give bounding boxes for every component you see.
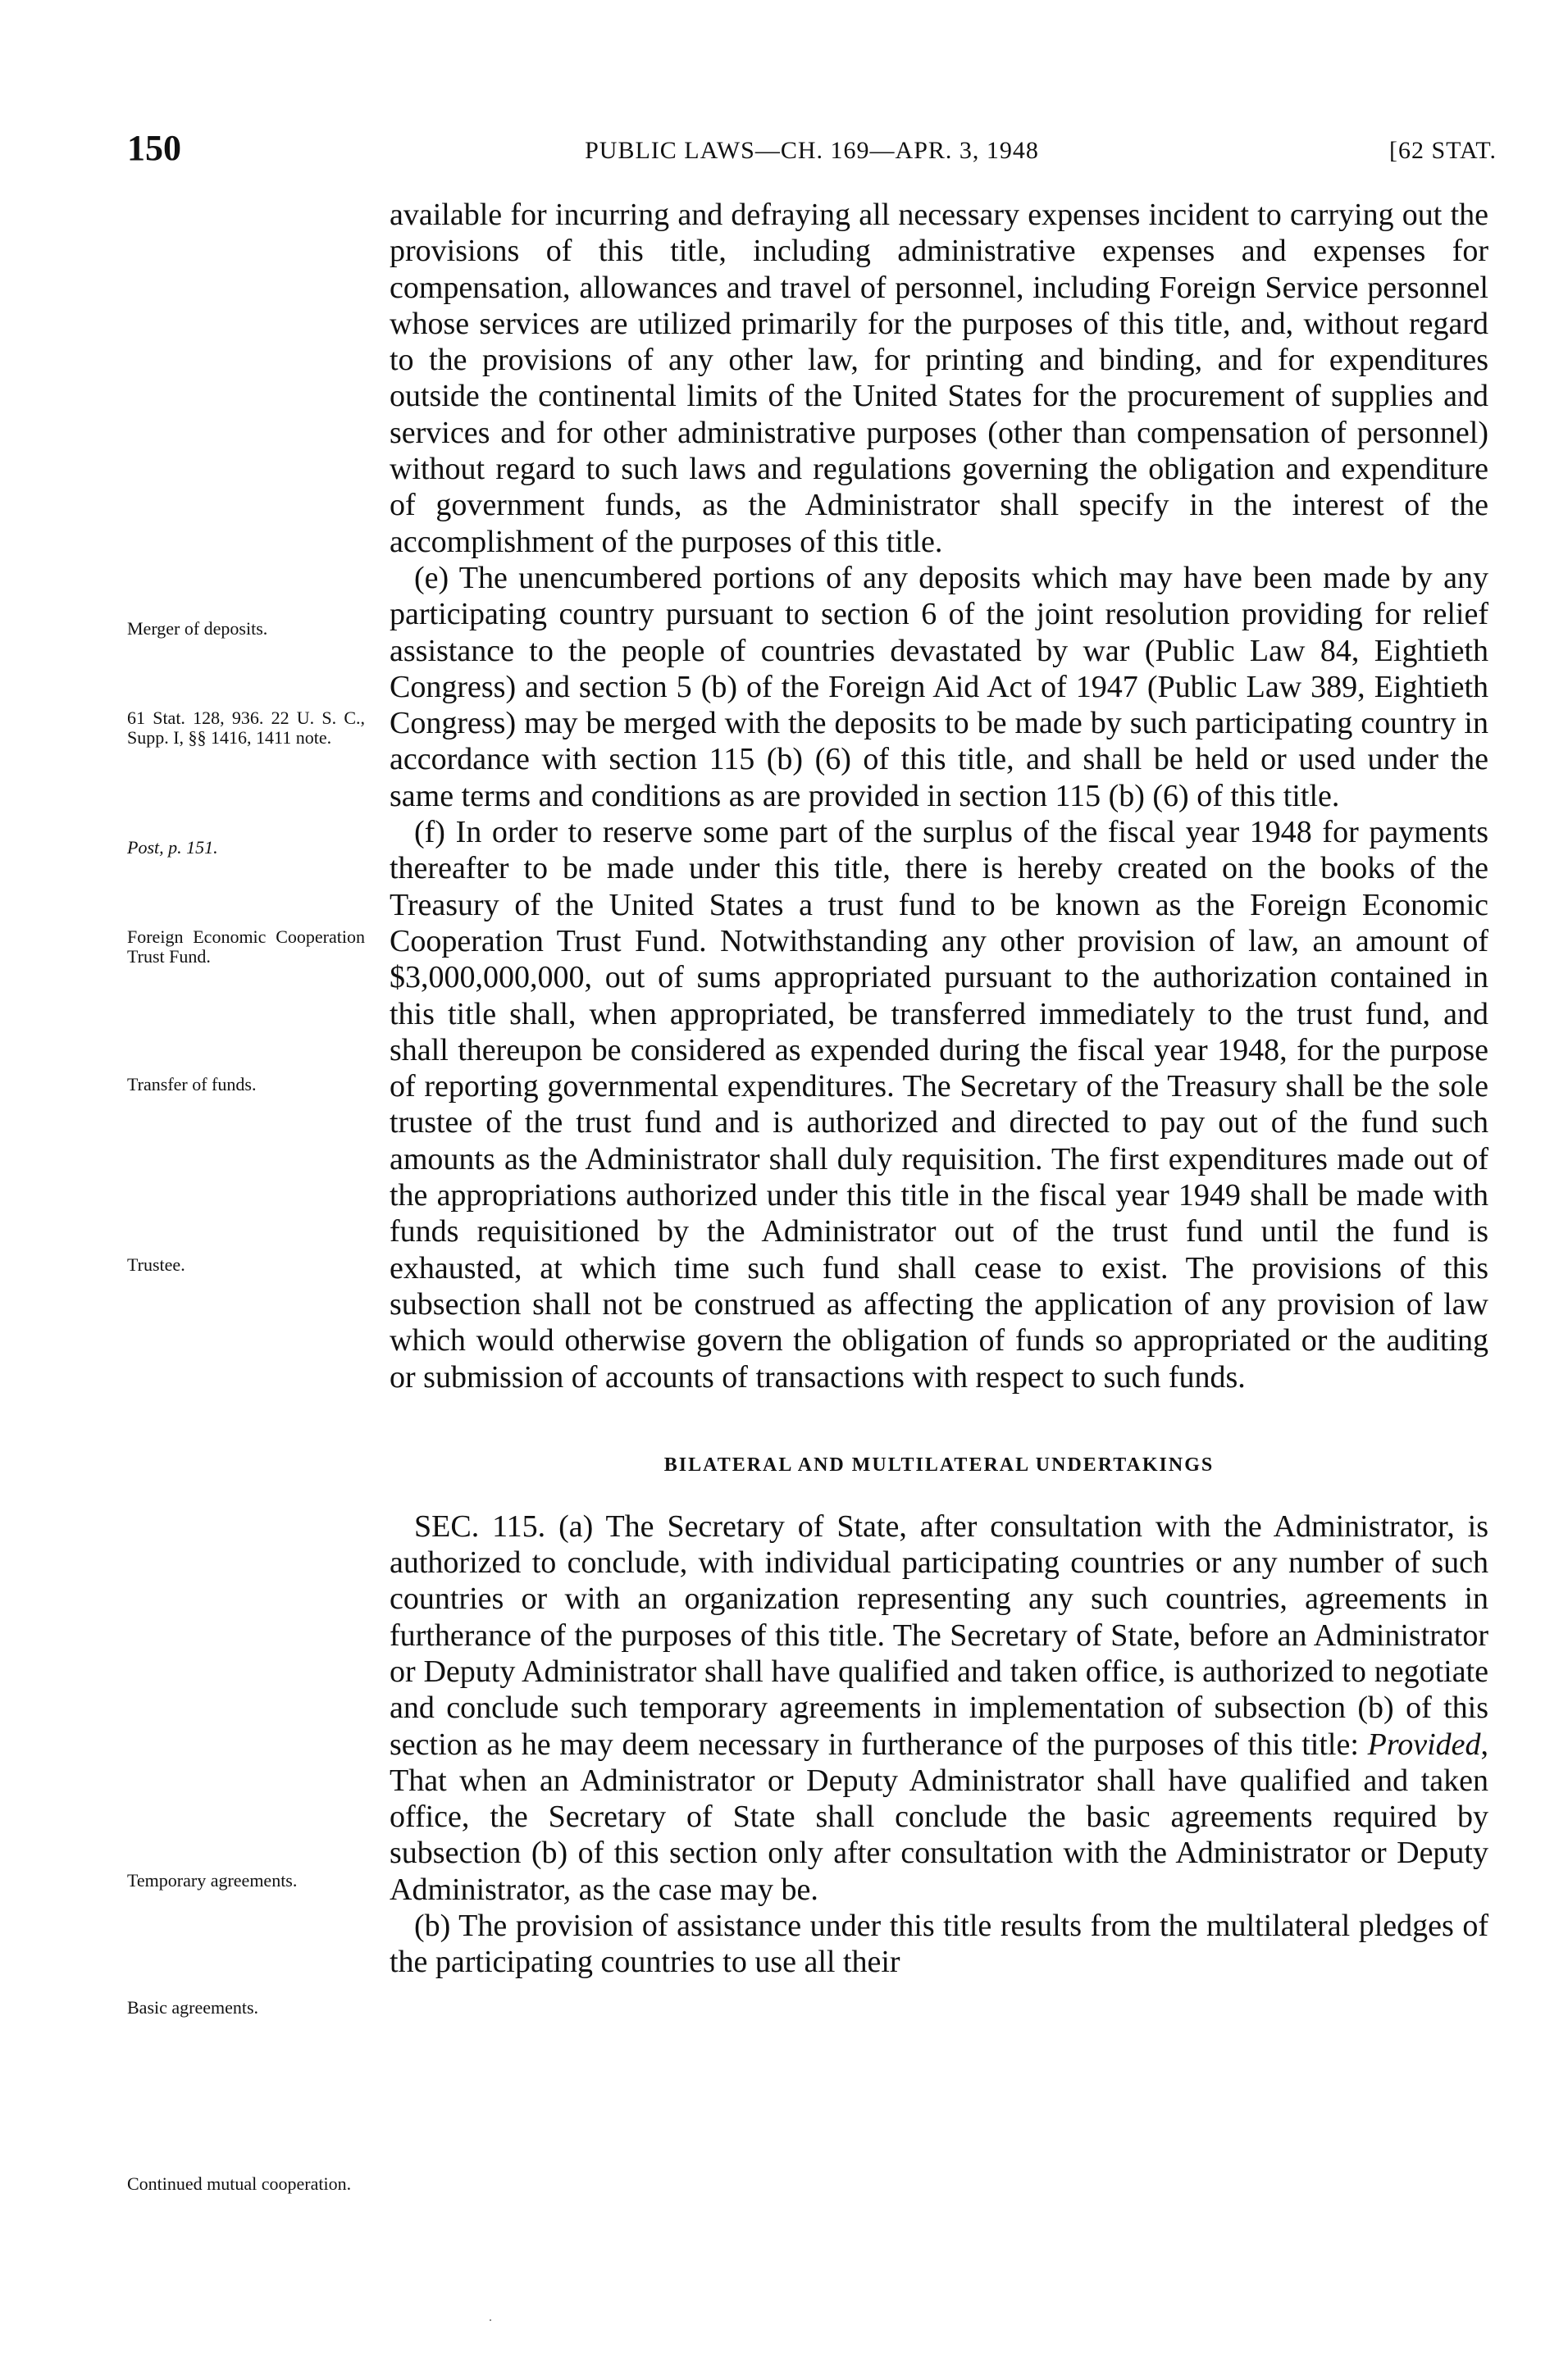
stray-mark: ·: [488, 2312, 493, 2328]
page-header: [127, 127, 1497, 176]
running-title: PUBLIC LAWS—CH. 169—APR. 3, 1948: [585, 137, 1039, 164]
margin-note-continued: Continued mutual cooperation.: [127, 2173, 352, 2194]
statute-reference: [62 STAT.: [1388, 137, 1497, 164]
section-heading: BILATERAL AND MULTILATERAL UNDERTAKINGS: [663, 1454, 1215, 1476]
margin-note-post: Post, p. 151.: [127, 837, 218, 858]
page-number: 150: [127, 128, 181, 168]
margin-note-trust-fund: Foreign Economic Cooperation Trust Fund.: [127, 926, 365, 967]
margin-note-transfer: Transfer of funds.: [127, 1074, 257, 1094]
section-115-a: SEC. 115. (a) The Secretary of State, after consultation with the Administrator, is authorized to conclude, with individual participating countries or any number of such countries or with an organization representing any such countries, agreements in furtherance of the purposes of this title. The Secretary of State, before an Administrator or Deputy Administrator shall have qualified and taken office, is authorized to negotiate and conclude such temporary agreements in implementation of subsection (b) of this section as he may deem necessary in furtherance of the purposes of this title: Provided, That when an Administrator or Deputy Administrator shall have qualified and taken office, the Secretary of State shall conclude the basic agreements required by subsection (b) of this section only after consultation with the Administrator or Deputy Administrator, as the case may be.: [390, 1509, 1489, 1907]
margin-note-temporary: Temporary agreements.: [127, 1870, 298, 1891]
paragraph-e: (e) The unencumbered portions of any deposits which may have been made by any participating country pursuant to section 6 of the joint resolution providing for relief assistance to the people of countries devastated by war (Public Law 84, Eightieth Congress) and section 5 (b) of the Foreign Aid Act of 1947 (Public Law 389, Eightieth Congress) may be merged with the deposits to be made by such participating country in accordance with section 115 (b) (6) of this title, and shall be held or used under the same terms and conditions as are provided in section 115 (b) (6) of this title.: [390, 560, 1488, 813]
section-115-b: (b) The provision of assistance under this title results from the multilateral pledges of the participating countries to use all their: [390, 1909, 1488, 1980]
margin-note-stat-citation: 61 Stat. 128, 936. 22 U. S. C., Supp. I, §§ 1416, 1411 note.: [127, 708, 365, 748]
margin-note-trustee: Trustee.: [127, 1254, 185, 1275]
margin-note-basic: Basic agreements.: [127, 1997, 259, 2018]
margin-note-merger: Merger of deposits.: [127, 618, 268, 639]
paragraph-f: (f) In order to reserve some part of the surplus of the fiscal year 1948 for payments thereafter to be made under this title, there is hereby created on the books of the Treasury of the United States a trust fund to be known as the Foreign Economic Cooperation Trust Fund. Notwithstanding any other provision of law, an amount of $3,000,000,000, out of sums appropriated pursuant to the authorization contained in this title shall, when appropriated, be transferred immediately to the trust fund, and shall thereupon be considered as expended during the fiscal year 1948, for the purpose of reporting governmental expenditures. The Secretary of the Treasury shall be the sole trustee of the trust fund and is authorized and directed to pay out of the fund such amounts as the Administrator shall duly requisition. The first expenditures made out of the appropriations authorized under this title in the fiscal year 1949 shall be made with funds requisitioned by the Administrator out of the trust fund until the fund is exhausted, at which time such fund shall cease to exist. The provisions of this subsection shall not be construed as affecting the application of any provision of law which would otherwise govern the obligation of funds so appropriated or the auditing or submission of accounts of transactions with respect to such funds.: [390, 815, 1488, 1395]
paragraph-continued: available for incurring and defraying all necessary expenses incident to carrying out the provisions of this title, including administrative expenses and expenses for compensation, allowances and travel of personnel, including Foreign Service personnel whose services are utilized primarily for the purposes of this title, and, without regard to the provisions of any other law, for printing and binding, and for expenditures outside the continental limits of the United States for the procurement of supplies and services and for other administrative purposes (other than compensation of personnel) without regard to such laws and regulations governing the obligation and expenditure of government funds, as the Administrator shall specify in the interest of the accomplishment of the purposes of this title.: [390, 198, 1488, 559]
body-text: [390, 197, 1488, 1981]
